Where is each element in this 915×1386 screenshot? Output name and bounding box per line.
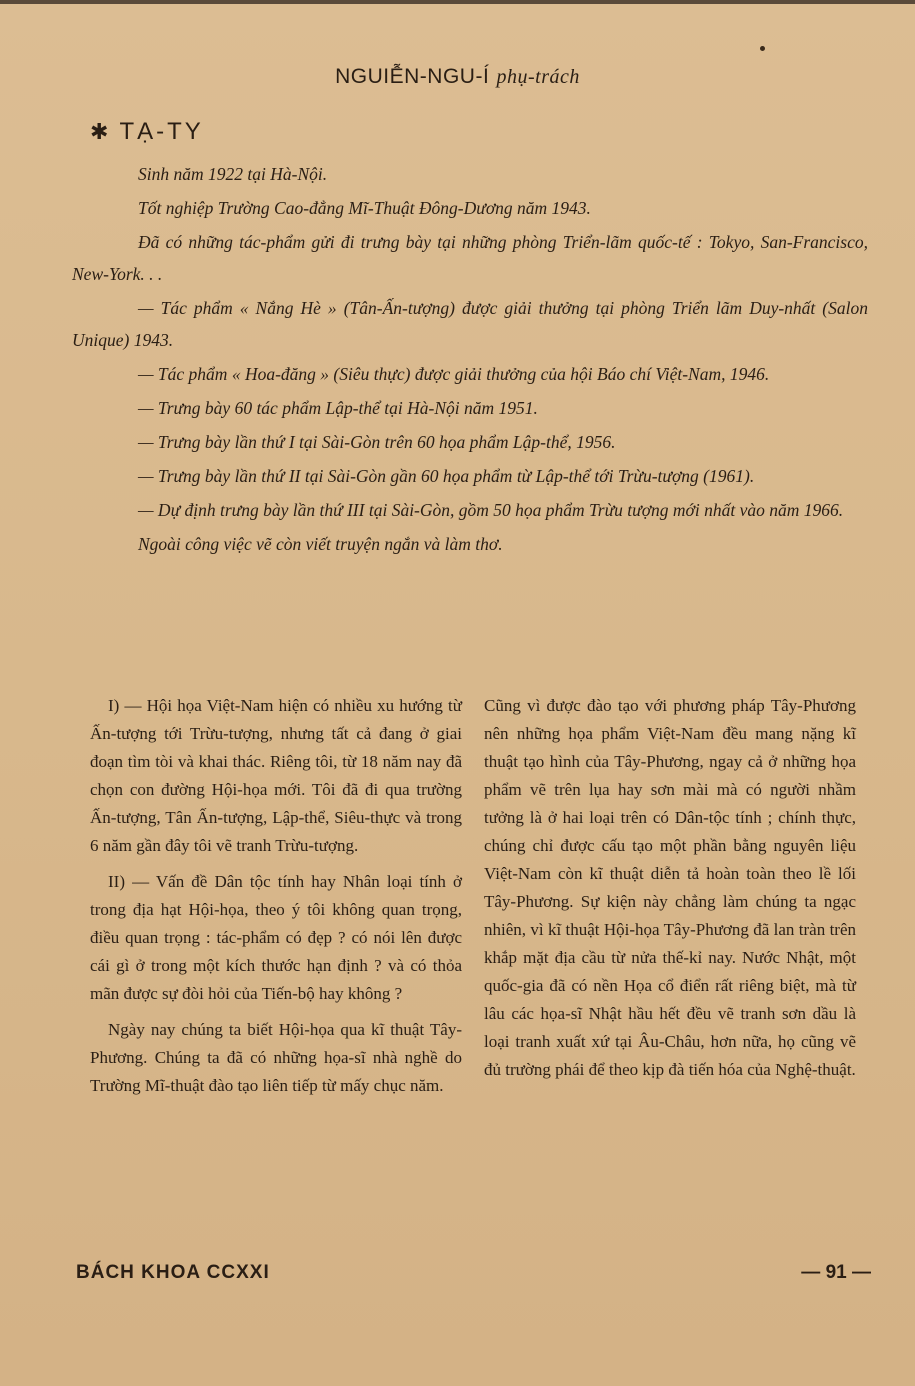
page-header	[0, 64, 915, 89]
editor-name: NGUIỄN-NGU-Í	[335, 65, 490, 88]
bio-line: Ngoài công việc vẽ còn viết truyện ngắn và làm thơ.	[138, 534, 503, 554]
bio-line: Sinh năm 1922 tại Hà-Nội.	[138, 164, 328, 184]
paragraph: I) — Hội họa Việt-Nam hiện có nhiều xu hướng từ Ấn-tượng tới Trừu-tượng, nhưng tất cả đang ở giai đoạn tìm tòi và khai thác. Riêng tôi, từ 18 năm nay đã chọn con đường Hội-họa mới. Tôi đã đi qua trường Ấn-tượng, Tân Ấn-tượng, Lập-thể, Siêu-thực và trong 6 năm gần đây tôi vẽ tranh Trừu-tượng.	[90, 696, 462, 855]
artist-biography	[72, 158, 868, 562]
bio-line: — Trưng bày lần thứ II tại Sài-Gòn gần 60 họa phẩm từ Lập-thể tới Trừu-tượng (1961).	[138, 466, 755, 486]
star-icon: ✱	[90, 119, 112, 144]
ink-speck	[760, 46, 765, 51]
right-column	[484, 692, 856, 1092]
page-number: — 91 —	[801, 1262, 871, 1283]
editor-role: phụ-trách	[496, 66, 580, 88]
bio-line: Đã có những tác-phẩm gửi đi trưng bày tại những phòng Triển-lãm quốc-tế : Tokyo, San-Francisco, New-York. . .	[72, 232, 868, 284]
artist-heading	[90, 118, 204, 146]
artist-name: TẠ-TY	[119, 118, 204, 145]
paragraph: Ngày nay chúng ta biết Hội-họa qua kĩ thuật Tây-Phương. Chúng ta đã có những họa-sĩ nhà nghề do Trường Mĩ-thuật đào tạo liên tiếp từ mấy chục năm.	[90, 1020, 462, 1095]
paragraph: Cũng vì được đào tạo với phương pháp Tây-Phương nên những họa phẩm Việt-Nam đều mang nặng kĩ thuật tạo hình của Tây-Phương, ngay cả ở những họa phẩm vẽ trên lụa hay sơn mài mà có người nhầm tưởng là ở hai loại trên có Dân-tộc tính ; chính thực, chúng chỉ được cấu tạo một phần bằng nguyên liệu Việt-Nam còn kĩ thuật diễn tả hoàn toàn theo lề lối Tây-Phương. Sự kiện này chẳng làm chúng ta ngạc nhiên, vì kĩ thuật Hội-họa Tây-Phương đã lan tràn trên khắp mặt địa cầu từ nửa thế-kỉ nay. Nước Nhật, một quốc-gia đã có nền Họa cổ điển rất riêng biệt, mà từ lâu các họa-sĩ Nhật hầu hết đều vẽ tranh sơn dầu là loại tranh xuất xứ tại Âu-Châu, hơn nữa, họ cũng vẽ đủ trường phái để theo kịp đà tiến hóa của Nghệ-thuật.	[484, 696, 856, 1079]
bio-line: Tốt nghiệp Trường Cao-đẳng Mĩ-Thuật Đông-Dương năm 1943.	[138, 198, 591, 218]
paragraph: II) — Vấn đề Dân tộc tính hay Nhân loại tính ở trong địa hạt Hội-họa, theo ý tôi không quan trọng, điều quan trọng : tác-phẩm có đẹp ? có nói lên được cái gì ở trong một kích thước hạn định ? và có thỏa mãn được sự đòi hỏi của Tiến-bộ hay không ?	[90, 872, 462, 1003]
bio-line: — Trưng bày lần thứ I tại Sài-Gòn trên 60 họa phẩm Lập-thể, 1956.	[138, 432, 616, 452]
bio-line: — Trưng bày 60 tác phẩm Lập-thể tại Hà-Nội năm 1951.	[138, 398, 538, 418]
bio-line: — Dự định trưng bày lần thứ III tại Sài-Gòn, gồm 50 họa phẩm Trừu tượng mới nhất vào năm 1966.	[138, 500, 844, 520]
magazine-footer: BÁCH KHOA CCXXI	[76, 1262, 270, 1283]
bio-line: — Tác phẩm « Nắng Hè » (Tân-Ấn-tượng) được giải thưởng tại phòng Triển lãm Duy-nhất (Salon Unique) 1943.	[72, 298, 868, 350]
left-column	[90, 692, 462, 1108]
top-rule	[0, 0, 915, 4]
bio-line: — Tác phẩm « Hoa-đăng » (Siêu thực) được giải thưởng của hội Báo chí Việt-Nam, 1946.	[138, 364, 770, 384]
